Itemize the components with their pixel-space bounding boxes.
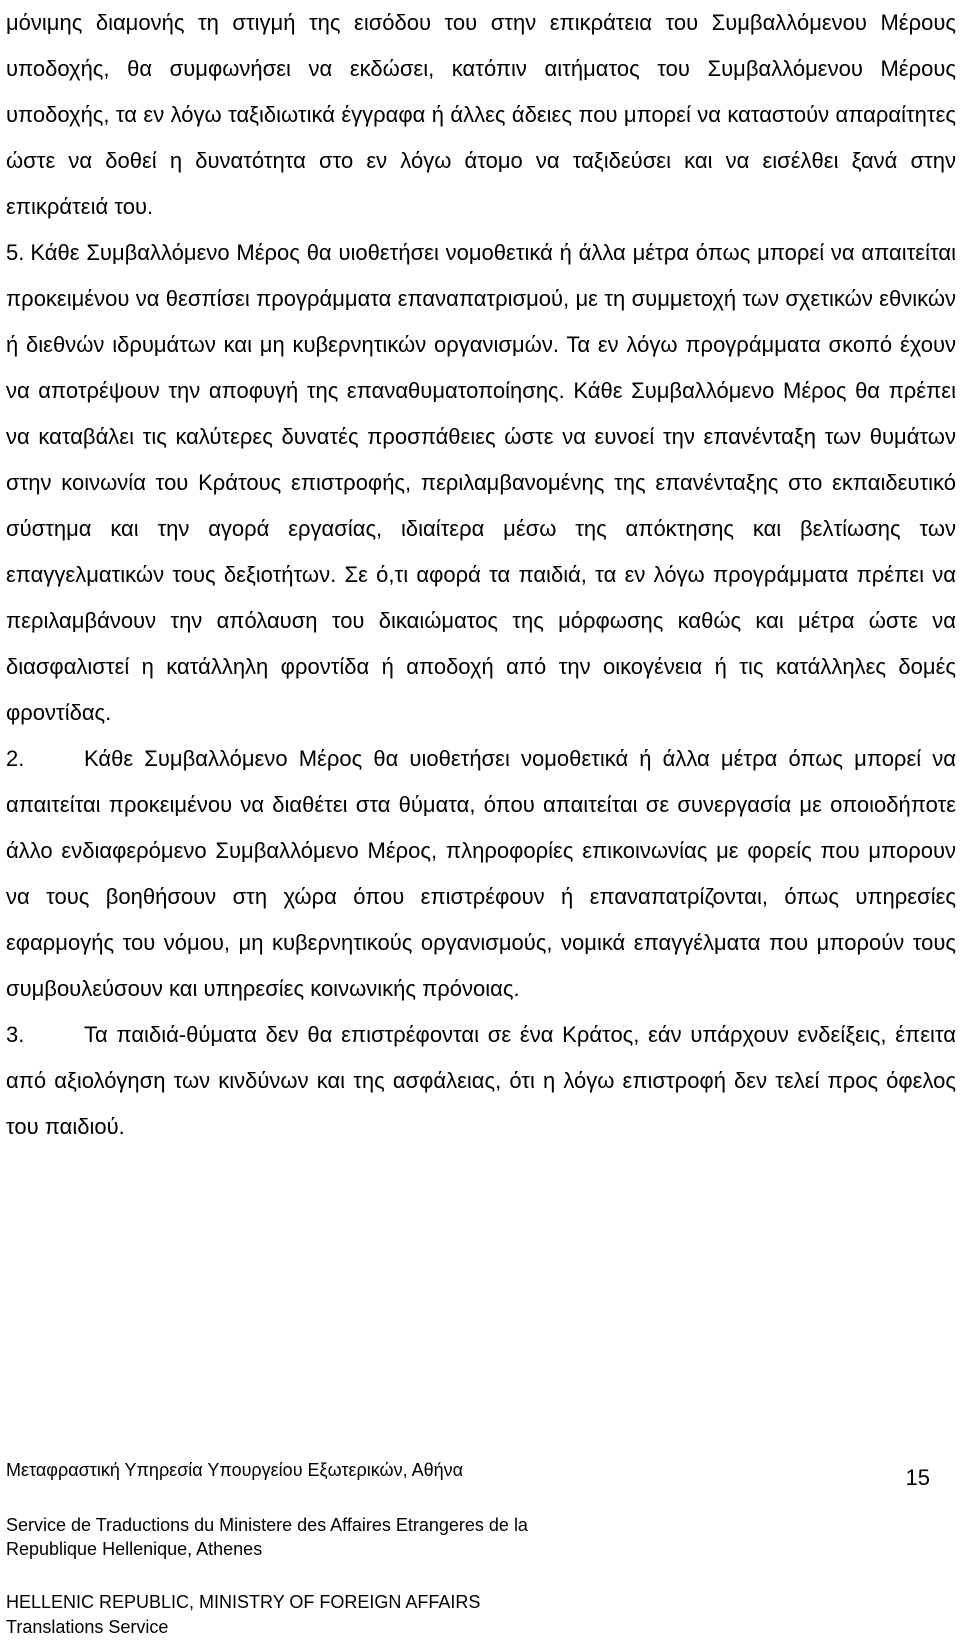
paragraph-text: Κάθε Συμβαλλόμενο Μέρος θα υιοθετήσει νομοθετικά ή άλλα μέτρα όπως μπορεί να απαιτείται προκειμένου να θεσπίσει προγράμματα επαναπατρισμού, με τη συμμετοχή των σχετικών εθνικών ή διεθνών ιδρυμάτων και μη κυβερνητικών οργανισμών. Τα εν λόγω προγράμματα σκοπό έχουν να αποτρέψουν την αποφυγή της επαναθυματοποίησης. Κάθε Συμβαλλόμενο Μέρος θα πρέπει να καταβάλει τις καλύτερες δυνατές προσπάθειες ώστε να ευνοεί την επανένταξη των θυμάτων στην κοινωνία του Κράτους επιστροφής, περιλαμβανομένης της επανένταξης στο εκπαιδευτικό σύστημα και την αγορά εργασίας, ιδιαίτερα μέσω της απόκτησης και βελτίωσης των επαγγελματικών τους δεξιοτήτων. Σε ό,τι αφορά τα παιδιά, τα εν λόγω προγράμματα πρέπει να περιλαμβάνουν την απόλαυση του δικαιώματος της μόρφωσης καθώς και μέτρα ώστε να διασφαλιστεί η κατάλληλη φροντίδα ή αποδοχή από την οικογένεια ή τις κατάλληλες δομές φροντίδας. bbox=[6, 240, 956, 725]
paragraph-continuation bbox=[6, 0, 956, 230]
footer-republic-name bbox=[6, 1590, 726, 1640]
footer-ministry-name: Μεταφραστική Υπηρεσία Υπουργείου Εξωτερικών, Αθήνα bbox=[6, 1460, 464, 1480]
paragraph-text: Τα παιδιά-θύματα δεν θα επιστρέφονται σε ένα Κράτος, εάν υπάρχουν ενδείξεις, έπειτα από αξιολόγηση των κινδύνων και της ασφάλειας, ότι η λόγω επιστροφή δεν τελεί προς όφελος του παιδιού. bbox=[6, 1022, 956, 1139]
paragraph-item-3 bbox=[6, 1012, 956, 1150]
footer-republic-line: Translations Service bbox=[6, 1617, 169, 1637]
paragraph-number: 3. bbox=[6, 1022, 25, 1047]
footer-service-name bbox=[6, 1513, 726, 1561]
footer-service-line: Service de Traductions du Ministere des Affaires Etrangeres de la bbox=[6, 1515, 528, 1535]
footer-republic-line: HELLENIC REPUBLIC, MINISTRY OF FOREIGN AFFAIRS bbox=[6, 1592, 481, 1612]
paragraph-item-5 bbox=[6, 230, 956, 736]
paragraph-text: μόνιμης διαμονής τη στιγμή της εισόδου του στην επικράτεια του Συμβαλλόμενου Μέρους υποδοχής, θα συμφωνήσει να εκδώσει, κατόπιν αιτήματος του Συμβαλλόμενου Μέρους υποδοχής, τα εν λόγω ταξιδιωτικά έγγραφα ή άλλες άδειες που μπορεί να καταστούν απαραίτητες ώστε να δοθεί η δυνατότητα στο εν λόγω άτομο να ταξιδεύσει και να εισέλθει ξανά στην επικράτειά του. bbox=[6, 10, 956, 219]
paragraph-item-2 bbox=[6, 736, 956, 1012]
paragraph-number: 5. bbox=[6, 240, 25, 265]
paragraph-number: 2. bbox=[6, 746, 25, 771]
page-number: 15 bbox=[905, 1465, 930, 1490]
footer-service-line: Republique Hellenique, Athenes bbox=[6, 1539, 263, 1559]
document-body bbox=[6, 0, 956, 1150]
paragraph-text: Κάθε Συμβαλλόμενο Μέρος θα υιοθετήσει νομοθετικά ή άλλα μέτρα όπως μπορεί να απαιτείται προκειμένου να διαθέτει στα θύματα, όπου απαιτείται σε συνεργασία με οποιοδήποτε άλλο ενδιαφερόμενο Συμβαλλόμενο Μέρος, πληροφορίες επικοινωνίας με φορείς που μπορουν να τους βοηθήσουν στη χώρα όπου επιστρέφουν ή επαναπατρίζονται, όπως υπηρεσίες εφαρμογής του νόμου, μη κυβερνητικούς οργανισμούς, νομικά επαγγέλματα που μπορούν τους συμβουλεύσουν και υπηρεσίες κοινωνικής πρόνοιας. bbox=[6, 746, 956, 1001]
